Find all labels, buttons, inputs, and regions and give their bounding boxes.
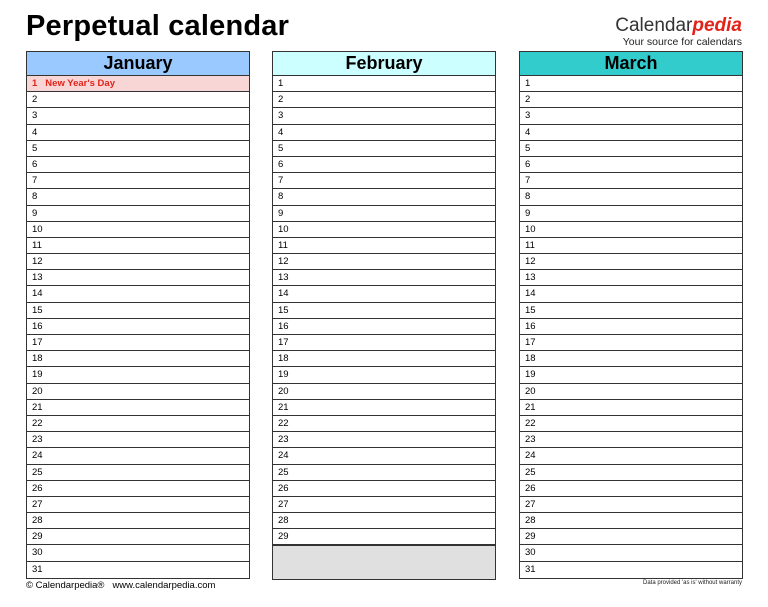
day-row — [273, 222, 495, 238]
day-number: 4 — [32, 126, 38, 138]
day-row — [27, 254, 249, 270]
day-row — [27, 562, 249, 578]
day-row — [27, 465, 249, 481]
day-row — [27, 432, 249, 448]
day-row — [27, 173, 249, 189]
day-number: 10 — [525, 223, 536, 235]
day-number: 20 — [32, 385, 43, 397]
brand-tagline: Your source for calendars — [622, 36, 742, 48]
day-number: 15 — [525, 304, 536, 316]
day-row — [273, 206, 495, 222]
day-number: 11 — [32, 239, 42, 251]
day-number: 12 — [525, 256, 536, 268]
day-row — [27, 400, 249, 416]
day-number: 7 — [525, 175, 531, 187]
day-number: 3 — [278, 110, 284, 122]
day-number: 31 — [32, 563, 43, 575]
day-number: 10 — [32, 223, 43, 235]
day-number: 11 — [278, 239, 288, 251]
day-number: 4 — [278, 126, 284, 138]
day-row — [27, 367, 249, 383]
day-row — [520, 141, 742, 157]
footer-disclaimer: Data provided 'as is' without warranty — [642, 580, 742, 586]
brand-name — [615, 16, 742, 36]
day-row — [27, 286, 249, 302]
day-number: 18 — [525, 353, 536, 365]
day-number: 24 — [278, 450, 289, 462]
day-number: 1 — [278, 78, 284, 89]
day-row — [27, 513, 249, 529]
month-header: February — [273, 52, 495, 76]
day-row — [520, 432, 742, 448]
day-row — [27, 384, 249, 400]
day-number: 16 — [525, 320, 536, 332]
brand-name-accent: pedia — [692, 15, 742, 36]
day-number: 20 — [525, 385, 536, 397]
day-number: 2 — [32, 94, 38, 106]
day-number: 2 — [525, 94, 531, 106]
day-number: 9 — [278, 207, 284, 219]
day-number: 10 — [278, 223, 289, 235]
day-row — [273, 125, 495, 141]
day-row — [520, 270, 742, 286]
day-number: 16 — [278, 320, 289, 332]
day-number: 24 — [32, 450, 43, 462]
day-number: 28 — [525, 515, 536, 527]
day-row — [27, 335, 249, 351]
day-row — [273, 529, 495, 545]
day-number: 16 — [32, 320, 43, 332]
day-number: 1 — [32, 78, 38, 89]
day-list — [273, 76, 495, 579]
day-row — [273, 448, 495, 464]
day-list — [27, 76, 249, 578]
day-number: 22 — [278, 417, 289, 429]
day-row — [273, 108, 495, 124]
day-row — [27, 141, 249, 157]
day-row — [273, 76, 495, 92]
day-row — [27, 416, 249, 432]
day-row — [273, 384, 495, 400]
day-row — [520, 319, 742, 335]
brand-name-main: Calendar — [615, 15, 693, 36]
day-number: 31 — [525, 563, 536, 575]
day-row — [27, 481, 249, 497]
day-number: 12 — [278, 256, 289, 268]
day-row — [520, 351, 742, 367]
day-number: 8 — [32, 191, 38, 203]
day-row — [520, 367, 742, 383]
day-number: 27 — [32, 498, 43, 510]
day-number: 21 — [278, 401, 289, 413]
day-number: 15 — [32, 304, 43, 316]
day-number: 4 — [525, 126, 531, 138]
day-row — [273, 367, 495, 383]
day-number: 17 — [278, 337, 289, 348]
day-row — [520, 206, 742, 222]
month-january — [26, 51, 250, 579]
day-number: 24 — [525, 450, 536, 462]
day-row — [273, 432, 495, 448]
day-row — [273, 92, 495, 108]
day-row — [27, 529, 249, 545]
day-number: 11 — [525, 239, 535, 251]
day-number: 23 — [32, 434, 43, 446]
empty-day-filler — [273, 545, 495, 578]
day-row — [520, 465, 742, 481]
day-number: 28 — [32, 515, 43, 527]
day-row — [27, 125, 249, 141]
holiday-label: New Year's Day — [45, 78, 115, 89]
day-number: 22 — [32, 417, 43, 429]
day-row — [27, 76, 249, 92]
day-row — [27, 303, 249, 319]
day-row — [520, 497, 742, 513]
day-number: 6 — [525, 158, 531, 170]
day-row — [27, 206, 249, 222]
day-number: 23 — [278, 434, 289, 446]
day-row — [273, 189, 495, 205]
day-row — [520, 303, 742, 319]
day-row — [27, 222, 249, 238]
month-february — [272, 51, 496, 580]
day-number: 14 — [32, 288, 43, 300]
day-number: 19 — [32, 369, 43, 381]
website-link[interactable]: www.calendarpedia.com — [112, 580, 216, 591]
day-row — [27, 319, 249, 335]
brand-logo — [615, 16, 742, 48]
day-number: 9 — [525, 207, 531, 219]
day-number: 19 — [278, 369, 289, 381]
footer-copyright — [26, 580, 215, 591]
day-row — [273, 481, 495, 497]
month-march — [519, 51, 743, 579]
day-row — [273, 319, 495, 335]
day-row — [273, 157, 495, 173]
day-row — [520, 286, 742, 302]
day-row — [520, 400, 742, 416]
page-title: Perpetual calendar — [26, 10, 290, 42]
day-number: 8 — [525, 191, 531, 203]
day-number: 21 — [32, 401, 43, 413]
day-row — [273, 400, 495, 416]
day-row — [520, 92, 742, 108]
day-number: 25 — [278, 466, 289, 478]
day-row — [27, 351, 249, 367]
day-list — [520, 76, 742, 578]
day-number: 6 — [278, 158, 284, 170]
day-row — [273, 465, 495, 481]
day-row — [520, 238, 742, 254]
day-number: 19 — [525, 369, 536, 381]
day-number: 2 — [278, 94, 284, 106]
day-row — [520, 384, 742, 400]
day-number: 5 — [525, 142, 531, 154]
day-row — [27, 92, 249, 108]
day-row — [520, 335, 742, 351]
day-row — [520, 76, 742, 92]
day-number: 17 — [32, 337, 43, 348]
day-row — [27, 189, 249, 205]
day-number: 23 — [525, 434, 536, 446]
day-number: 17 — [525, 337, 536, 348]
day-row — [273, 238, 495, 254]
day-number: 7 — [278, 175, 284, 187]
day-row — [520, 416, 742, 432]
day-row — [27, 270, 249, 286]
day-number: 29 — [525, 531, 536, 543]
day-row — [27, 545, 249, 561]
day-number: 5 — [278, 142, 284, 154]
day-row — [273, 351, 495, 367]
day-row — [27, 238, 249, 254]
day-row — [520, 173, 742, 189]
day-number: 30 — [525, 547, 536, 559]
day-row — [520, 481, 742, 497]
month-header: January — [27, 52, 249, 76]
day-row — [27, 497, 249, 513]
day-number: 3 — [32, 110, 38, 122]
day-number: 29 — [32, 531, 43, 543]
day-number: 13 — [525, 272, 536, 284]
day-row — [27, 108, 249, 124]
day-number: 3 — [525, 110, 531, 122]
day-number: 13 — [32, 272, 43, 284]
day-number: 30 — [32, 547, 43, 559]
month-header: March — [520, 52, 742, 76]
day-row — [273, 303, 495, 319]
day-number: 13 — [278, 272, 289, 284]
day-number: 18 — [32, 353, 43, 365]
day-number: 25 — [32, 466, 43, 478]
day-row — [273, 270, 495, 286]
day-number: 22 — [525, 417, 536, 429]
day-row — [520, 108, 742, 124]
day-row — [273, 173, 495, 189]
day-number: 15 — [278, 304, 289, 316]
day-number: 20 — [278, 385, 289, 397]
day-row — [273, 141, 495, 157]
day-number: 26 — [278, 482, 289, 494]
day-number: 14 — [525, 288, 536, 300]
day-row — [520, 222, 742, 238]
day-number: 26 — [525, 482, 536, 494]
day-number: 27 — [525, 498, 536, 510]
day-row — [273, 513, 495, 529]
day-row — [273, 335, 495, 351]
day-number: 26 — [32, 482, 43, 494]
day-row — [273, 416, 495, 432]
day-row — [520, 545, 742, 561]
day-number: 14 — [278, 288, 289, 300]
day-row — [520, 513, 742, 529]
day-number: 7 — [32, 175, 38, 187]
day-number: 12 — [32, 256, 43, 268]
day-number: 21 — [525, 401, 536, 413]
day-row — [27, 157, 249, 173]
day-row — [273, 254, 495, 270]
day-number: 5 — [32, 142, 38, 154]
day-row — [520, 125, 742, 141]
day-row — [520, 157, 742, 173]
day-number: 27 — [278, 498, 289, 510]
copyright-text: © Calendarpedia® — [26, 580, 105, 591]
day-number: 6 — [32, 158, 38, 170]
day-number: 18 — [278, 353, 289, 365]
day-row — [27, 448, 249, 464]
day-row — [520, 562, 742, 578]
day-number: 25 — [525, 466, 536, 478]
day-row — [273, 497, 495, 513]
day-row — [520, 254, 742, 270]
day-row — [273, 286, 495, 302]
day-row — [520, 448, 742, 464]
day-number: 8 — [278, 191, 284, 203]
day-number: 1 — [525, 78, 531, 89]
day-number: 28 — [278, 515, 289, 527]
day-row — [520, 189, 742, 205]
day-row — [520, 529, 742, 545]
day-number: 9 — [32, 207, 38, 219]
day-number: 29 — [278, 531, 289, 543]
